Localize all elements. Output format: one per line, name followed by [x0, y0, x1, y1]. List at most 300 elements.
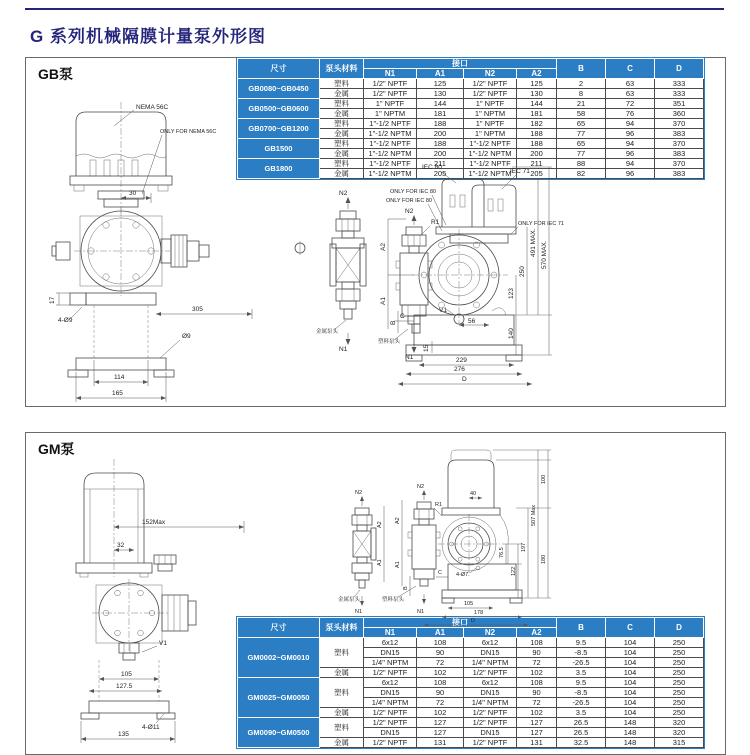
- svg-text:30: 30: [129, 190, 137, 197]
- cell: 1"-1/2 NPTM: [464, 149, 517, 159]
- cell: 63: [606, 89, 655, 99]
- cell: 1/4" NPTM: [464, 698, 517, 708]
- cell: 144: [417, 99, 464, 109]
- cell: 9.5: [557, 638, 606, 648]
- n2-label: N2: [355, 490, 363, 496]
- svg-text:17: 17: [49, 296, 56, 304]
- cell: 1" NPTM: [364, 109, 417, 119]
- svg-text:C: C: [438, 570, 442, 576]
- col-size: 尺寸: [238, 59, 320, 79]
- cell: 1/4" NPTM: [364, 658, 417, 668]
- cell: 104: [606, 648, 655, 658]
- cell: 370: [655, 159, 704, 169]
- cell: 108: [417, 638, 464, 648]
- right-dims: [493, 450, 551, 598]
- svg-text:305: 305: [192, 306, 203, 313]
- svg-text:76.5: 76.5: [499, 547, 505, 558]
- cell: 1/2" NPTF: [364, 718, 417, 728]
- cell: 131: [417, 738, 464, 748]
- svg-text:D: D: [462, 376, 467, 383]
- size-cell: GM0090~GM0500: [238, 718, 320, 748]
- a2-label: A2: [377, 521, 383, 528]
- size-cell: GB0080~GB0450: [238, 79, 320, 99]
- holes-callout: [58, 307, 82, 324]
- n2-label: N2: [405, 208, 414, 215]
- cell: 72: [517, 658, 557, 668]
- cell: 211: [517, 159, 557, 169]
- svg-text:A1: A1: [380, 297, 387, 305]
- gb-panel-title: GB泵: [38, 66, 73, 82]
- cell: 1/2" NPTF: [364, 708, 417, 718]
- cell: 1" NPTF: [464, 99, 517, 109]
- cell: 金属: [320, 149, 364, 159]
- size-cell: GB0700~GB1200: [238, 119, 320, 139]
- pedestal-base: [68, 293, 174, 377]
- cell: 102: [517, 708, 557, 718]
- svg-text:135: 135: [118, 731, 129, 738]
- svg-text:114: 114: [114, 374, 125, 381]
- cell: 72: [417, 698, 464, 708]
- table-row: [238, 638, 704, 648]
- valve-detail-metal: [338, 490, 384, 615]
- cell: 94: [606, 159, 655, 169]
- cell: 148: [606, 738, 655, 748]
- col-n2: N2: [464, 69, 517, 79]
- cell: 188: [517, 129, 557, 139]
- cell: 333: [655, 89, 704, 99]
- cell: -26.5: [557, 698, 606, 708]
- cell: 96: [606, 149, 655, 159]
- dim-c: [394, 313, 414, 321]
- cell: 金属: [320, 708, 364, 718]
- cell: 370: [655, 119, 704, 129]
- n2-label: N2: [417, 484, 425, 490]
- b-label: B: [403, 586, 409, 590]
- col-a1: A1: [417, 69, 464, 79]
- dim-17: [49, 293, 70, 305]
- cell: 104: [606, 688, 655, 698]
- dim-56: [459, 318, 489, 327]
- col-c: C: [606, 59, 655, 79]
- cell: 金属: [320, 129, 364, 139]
- cell: 102: [417, 708, 464, 718]
- cell: 1"-1/2 NPTM: [364, 149, 417, 159]
- cell: 金属: [320, 89, 364, 99]
- dim-d: [398, 376, 532, 386]
- size-cell: GB0500~GB0600: [238, 99, 320, 119]
- cell: 3.5: [557, 668, 606, 678]
- col-b: B: [557, 618, 606, 638]
- cell: -8.5: [557, 688, 606, 698]
- cell: 1"-1/2 NPTM: [464, 169, 517, 179]
- size-cell: GM0002~GM0010: [238, 638, 320, 678]
- cell: 250: [655, 708, 704, 718]
- cell: 125: [417, 79, 464, 89]
- size-cell: GB1800: [238, 159, 320, 179]
- a1-label: A1: [377, 559, 383, 566]
- cell: 金属: [320, 738, 364, 748]
- cell: 塑料: [320, 638, 364, 668]
- cell: 320: [655, 718, 704, 728]
- col-port: 接口: [364, 59, 557, 69]
- cell: 90: [517, 688, 557, 698]
- svg-text:C: C: [400, 313, 405, 320]
- col-n1: N1: [364, 628, 417, 638]
- svg-text:180: 180: [541, 554, 547, 564]
- table-row: [238, 119, 704, 129]
- only-iec80-label: ONLY FOR IEC 80: [390, 189, 436, 195]
- cell: 127: [517, 728, 557, 738]
- col-n2: N2: [464, 628, 517, 638]
- v1-label: V1: [159, 640, 167, 647]
- suction-port: [52, 242, 70, 260]
- cell: 188: [517, 139, 557, 149]
- cell: 315: [655, 738, 704, 748]
- gm-panel: [25, 432, 726, 755]
- cell: 塑料: [320, 678, 364, 708]
- r1-label: R1: [435, 502, 443, 508]
- cell: 32.5: [557, 738, 606, 748]
- cell: 131: [517, 738, 557, 748]
- svg-text:122: 122: [511, 566, 517, 576]
- cell: 211: [417, 159, 464, 169]
- cell: 1"-1/2 NPTM: [364, 169, 417, 179]
- dim-229: [419, 357, 514, 367]
- cell: 1/2" NPTF: [464, 718, 517, 728]
- col-a2: A2: [517, 69, 557, 79]
- svg-text:A2: A2: [380, 243, 387, 251]
- gm-side-view-drawing: [336, 446, 631, 626]
- svg-text:276: 276: [454, 366, 465, 373]
- cell: 351: [655, 99, 704, 109]
- cell: 250: [655, 678, 704, 688]
- cell: 205: [417, 169, 464, 179]
- plastic-head-label: 塑料泵头: [378, 339, 401, 345]
- iec71-label: IEC 71: [510, 168, 530, 175]
- col-a1: A1: [417, 628, 464, 638]
- n2-label: N2: [339, 190, 348, 197]
- cell: 塑料: [320, 119, 364, 129]
- cell: 104: [606, 668, 655, 678]
- cell: 26.5: [557, 718, 606, 728]
- cell: 88: [557, 159, 606, 169]
- cell: 3.5: [557, 708, 606, 718]
- dim-305: [156, 306, 252, 319]
- page-title: G 系列机械隔膜计量泵外形图: [30, 27, 266, 46]
- cell: 1" NPTF: [364, 99, 417, 109]
- cell: 130: [517, 89, 557, 99]
- svg-text:570 MAX.: 570 MAX.: [541, 240, 548, 269]
- cell: 102: [417, 668, 464, 678]
- top-rule: [25, 8, 724, 10]
- cell: 77: [557, 149, 606, 159]
- motor-variants: [436, 179, 516, 243]
- cell: 塑料: [320, 99, 364, 109]
- cell: 65: [557, 119, 606, 129]
- dim-15: [423, 341, 432, 353]
- dim-105: [99, 671, 159, 681]
- col-material: 泵头材料: [320, 59, 364, 79]
- dim-135: [81, 721, 175, 743]
- svg-text:197: 197: [521, 542, 527, 552]
- svg-text:507 Max: 507 Max: [531, 504, 537, 526]
- svg-text:105: 105: [464, 601, 474, 607]
- holes-callout: [456, 568, 476, 578]
- cell: 1/4" NPTM: [464, 658, 517, 668]
- only-nema-label: ONLY FOR NEMA 56C: [160, 129, 217, 135]
- cell: 1" NPTM: [464, 129, 517, 139]
- table-row: [238, 79, 704, 89]
- cell: 1/2" NPTF: [364, 79, 417, 89]
- cell: DN15: [464, 728, 517, 738]
- cell: 200: [517, 149, 557, 159]
- right-dims: [484, 167, 552, 355]
- pump-head-side: [438, 514, 500, 576]
- cell: 127: [517, 718, 557, 728]
- dim-127-5: [89, 683, 162, 693]
- cell: 77: [557, 129, 606, 139]
- dim-30: [121, 190, 151, 203]
- cell: 1"-1/2 NPTF: [464, 159, 517, 169]
- size-cell: GB1500: [238, 139, 320, 159]
- svg-text:D: D: [471, 618, 475, 624]
- cell: 383: [655, 149, 704, 159]
- svg-text:165: 165: [112, 390, 123, 397]
- cell: DN15: [364, 688, 417, 698]
- cell: 金属: [320, 668, 364, 678]
- gm-dimension-table: [237, 617, 704, 748]
- cell: 148: [606, 728, 655, 738]
- cell: 65: [557, 139, 606, 149]
- cell: -8.5: [557, 648, 606, 658]
- cell: 1"-1/2 NPTF: [364, 139, 417, 149]
- table-row: [238, 678, 704, 688]
- cell: 1"-1/2 NPTF: [464, 139, 517, 149]
- cell: 金属: [320, 109, 364, 119]
- cell: 148: [606, 718, 655, 728]
- cell: 6x12: [464, 678, 517, 688]
- dim-152max: [114, 519, 244, 533]
- cell: 104: [606, 638, 655, 648]
- cell: 370: [655, 139, 704, 149]
- cell: 76: [606, 109, 655, 119]
- cell: 102: [517, 668, 557, 678]
- cell: 383: [655, 169, 704, 179]
- svg-text:250: 250: [519, 266, 526, 277]
- cell: 250: [655, 638, 704, 648]
- cell: 1/2" NPTF: [364, 89, 417, 99]
- dim-178: [442, 610, 522, 619]
- cell: DN15: [464, 648, 517, 658]
- dia-callout: [160, 333, 191, 358]
- cell: 1" NPTF: [464, 119, 517, 129]
- cell: 360: [655, 109, 704, 119]
- size-cell: GM0025~GM0050: [238, 678, 320, 718]
- dim-114: [94, 360, 148, 386]
- cell: 8: [557, 89, 606, 99]
- table-row: [238, 139, 704, 149]
- col-material: 泵头材料: [320, 618, 364, 638]
- valve-detail-metal: [295, 190, 366, 353]
- n1-label: N1: [355, 609, 363, 615]
- cell: 1"-1/2 NPTF: [364, 159, 417, 169]
- cell: 182: [517, 119, 557, 129]
- cell: 250: [655, 648, 704, 658]
- cell: 108: [417, 678, 464, 688]
- svg-text:56: 56: [468, 318, 476, 325]
- a2-label: A2: [395, 517, 401, 524]
- cell: DN15: [464, 688, 517, 698]
- cell: DN15: [364, 728, 417, 738]
- cell: 1/2" NPTF: [364, 668, 417, 678]
- metal-head-label: 金属泵头: [338, 597, 361, 603]
- cell: 127: [417, 718, 464, 728]
- cell: 72: [606, 99, 655, 109]
- main-valve-plastic: [382, 484, 442, 615]
- r1-label: R1: [431, 219, 440, 226]
- gm-front-view-drawing: [46, 455, 261, 747]
- cell: 塑料: [320, 139, 364, 149]
- cell: 塑料: [320, 79, 364, 89]
- cell: -26.5: [557, 658, 606, 668]
- cell: 6x12: [364, 638, 417, 648]
- svg-text:127.5: 127.5: [116, 683, 133, 690]
- metal-head-label: 金属泵头: [316, 329, 339, 335]
- v1-label: V1: [439, 307, 447, 314]
- cell: 108: [517, 678, 557, 688]
- svg-text:123: 123: [508, 288, 515, 299]
- cell: 21: [557, 99, 606, 109]
- table-row: [238, 99, 704, 109]
- col-n1: N1: [364, 69, 417, 79]
- cell: 1" NPTM: [464, 109, 517, 119]
- cell: 205: [517, 169, 557, 179]
- svg-text:140: 140: [508, 328, 515, 339]
- col-a2: A2: [517, 628, 557, 638]
- dim-105: [448, 601, 493, 610]
- cell: 181: [417, 109, 464, 119]
- dim-d: [424, 618, 528, 627]
- col-b: B: [557, 59, 606, 79]
- cell: DN15: [364, 648, 417, 658]
- iec80-label: IEC 80: [422, 164, 442, 171]
- svg-text:105: 105: [121, 671, 132, 678]
- cell: 96: [606, 169, 655, 179]
- svg-text:491 MAX.: 491 MAX.: [530, 228, 537, 257]
- n1-label: N1: [405, 354, 414, 361]
- svg-text:100: 100: [541, 474, 547, 484]
- cell: 188: [417, 139, 464, 149]
- gb-side-view-drawing: [284, 153, 569, 403]
- cell: 320: [655, 728, 704, 738]
- cell: 1/2" NPTF: [464, 708, 517, 718]
- col-d: D: [655, 618, 704, 638]
- gm-panel-title: GM泵: [38, 441, 75, 457]
- cell: 250: [655, 658, 704, 668]
- svg-text:4-Ø7: 4-Ø7: [456, 572, 469, 578]
- cell: 96: [606, 129, 655, 139]
- cell: 塑料: [320, 718, 364, 738]
- cell: 125: [517, 79, 557, 89]
- cell: 250: [655, 698, 704, 708]
- plastic-head-label: 塑料泵头: [382, 597, 405, 603]
- cell: 104: [606, 698, 655, 708]
- svg-text:229: 229: [456, 357, 467, 364]
- cell: 250: [655, 668, 704, 678]
- cell: 1"-1/2 NPTF: [364, 119, 417, 129]
- cell: 6x12: [464, 638, 517, 648]
- cell: 58: [557, 109, 606, 119]
- holes-callout: [142, 714, 164, 731]
- cell: 250: [655, 688, 704, 698]
- a1-label: A1: [395, 561, 401, 568]
- table-row: [238, 718, 704, 728]
- cell: 6x12: [364, 678, 417, 688]
- svg-text:4-Ø9: 4-Ø9: [58, 317, 73, 324]
- svg-text:152Max: 152Max: [142, 519, 166, 526]
- n1-label: N1: [339, 346, 348, 353]
- motor-side: [442, 450, 508, 564]
- svg-text:Ø9: Ø9: [182, 333, 191, 340]
- dim-c: [436, 570, 448, 577]
- cell: 72: [517, 698, 557, 708]
- svg-text:15: 15: [423, 344, 430, 352]
- pump-head: [74, 208, 170, 296]
- cell: 94: [606, 119, 655, 129]
- dim-276: [406, 366, 522, 376]
- cell: 144: [517, 99, 557, 109]
- gb-front-view-drawing: [44, 98, 262, 406]
- top-valve: [154, 555, 176, 571]
- col-size: 尺寸: [238, 618, 320, 638]
- col-c: C: [606, 618, 655, 638]
- cell: 200: [417, 129, 464, 139]
- col-port: 接口: [364, 618, 557, 628]
- gb-panel: [25, 57, 726, 407]
- base-side: [442, 564, 522, 603]
- cell: 1/2" NPTF: [464, 738, 517, 748]
- cell: 1/2" NPTF: [364, 738, 417, 748]
- cell: 188: [417, 119, 464, 129]
- cell: 金属: [320, 169, 364, 179]
- svg-text:B: B: [390, 320, 397, 325]
- svg-text:178: 178: [474, 610, 484, 616]
- cell: 200: [417, 149, 464, 159]
- cell: 9.5: [557, 678, 606, 688]
- nema-label: NEMA 56C: [136, 104, 169, 111]
- cell: 26.5: [557, 728, 606, 738]
- cell: 1/2" NPTF: [464, 668, 517, 678]
- svg-text:40: 40: [470, 491, 477, 497]
- cell: 72: [417, 658, 464, 668]
- cell: 94: [606, 139, 655, 149]
- cell: 90: [417, 648, 464, 658]
- cell: 1/2" NPTF: [464, 89, 517, 99]
- cell: 90: [517, 648, 557, 658]
- cell: 2: [557, 79, 606, 89]
- cell: 130: [417, 89, 464, 99]
- cell: 1"-1/2 NPTM: [364, 129, 417, 139]
- cell: 104: [606, 678, 655, 688]
- dim-32: [114, 542, 134, 552]
- col-d: D: [655, 59, 704, 79]
- dim-40: [469, 491, 482, 500]
- only-iec80-label-2: ONLY FOR IEC 80: [386, 198, 432, 204]
- cell: 1/2" NPTF: [464, 79, 517, 89]
- cell: 333: [655, 79, 704, 89]
- cell: 108: [517, 638, 557, 648]
- cell: 127: [417, 728, 464, 738]
